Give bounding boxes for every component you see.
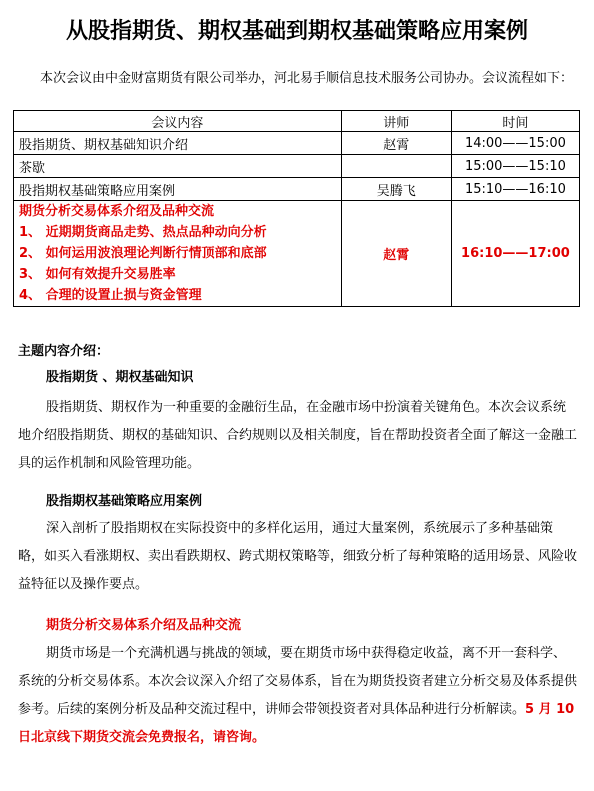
intro-paragraph: 本次会议由中金财富期货有限公司举办，河北易手顺信息技术服务公司协办。会议流程如下：	[40, 71, 574, 86]
row-lecturer	[341, 155, 451, 178]
topic-title: 股指期货 、期权基础知识	[46, 370, 194, 385]
header-content: 会议内容	[14, 111, 342, 132]
table-header-row	[14, 111, 580, 132]
table-row	[14, 178, 580, 201]
topic-body-text: 期货市场是一个充满机遇与挑战的领域，要在期货市场中获得稳定收益，离不开一套科学、系统的分析交易体系。本次会议深入介绍了交易体系，旨在为期货投资者建立分析交易及体系提供参考。后续的案例分析及品种交流过程中，讲师会带领投资者对具体品种进行分析解读。	[18, 646, 578, 717]
row-time: 15:00——15:10	[451, 155, 579, 178]
highlight-line: 2、 如何运用波浪理论判断行情顶部和底部	[19, 246, 267, 261]
row-lecturer: 赵霄	[341, 132, 451, 155]
topic-title: 期货分析交易体系介绍及品种交流	[46, 618, 242, 633]
highlight-line: 1、 近期期货商品走势、热点品种动向分析	[19, 225, 267, 240]
header-lecturer: 讲师	[341, 111, 451, 132]
header-time: 时间	[451, 111, 579, 132]
topic-body	[18, 640, 578, 752]
topic-body: 深入剖析了股指期权在实际投资中的多样化运用，通过大量案例，系统展示了多种基础策略，如买入看涨期权、卖出看跌期权、跨式期权策略等，细致分析了每种策略的适用场景、风险收益特征以及操作要点。	[18, 521, 578, 592]
highlight-lecturer: 赵霄	[341, 201, 451, 307]
row-content: 茶歇	[14, 155, 342, 178]
topic-body: 股指期货、期权作为一种重要的金融衍生品，在金融市场中扮演着关键角色。本次会议系统地介绍股指期货、期权的基础知识、合约规则以及相关制度，旨在帮助投资者全面了解这一金融工具的运作机制和风险管理功能。	[18, 400, 578, 471]
highlight-row	[14, 201, 580, 307]
table-row	[14, 155, 580, 178]
topic-title: 股指期权基础策略应用案例	[46, 494, 203, 509]
schedule-table	[13, 110, 580, 307]
highlight-line: 3、 如何有效提升交易胜率	[19, 267, 176, 282]
row-time: 15:10——16:10	[451, 178, 579, 201]
registration-note: 5 月 10 日北京线下期货交流会免费报名，请咨询。	[18, 702, 575, 745]
highlight-line: 期货分析交易体系介绍及品种交流	[19, 204, 215, 219]
highlight-time: 16:10——17:00	[451, 201, 579, 307]
row-time: 14:00——15:00	[451, 132, 579, 155]
highlight-line: 4、 合理的设置止损与资金管理	[19, 288, 202, 303]
row-content: 股指期权基础策略应用案例	[14, 178, 342, 201]
table-row	[14, 132, 580, 155]
row-lecturer: 吴腾飞	[341, 178, 451, 201]
document-title: 从股指期货、期权基础到期权基础策略应用案例	[65, 19, 528, 44]
row-content: 股指期货、期权基础知识介绍	[14, 132, 342, 155]
highlight-content	[14, 201, 342, 307]
topics-heading: 主题内容介绍：	[18, 344, 110, 359]
